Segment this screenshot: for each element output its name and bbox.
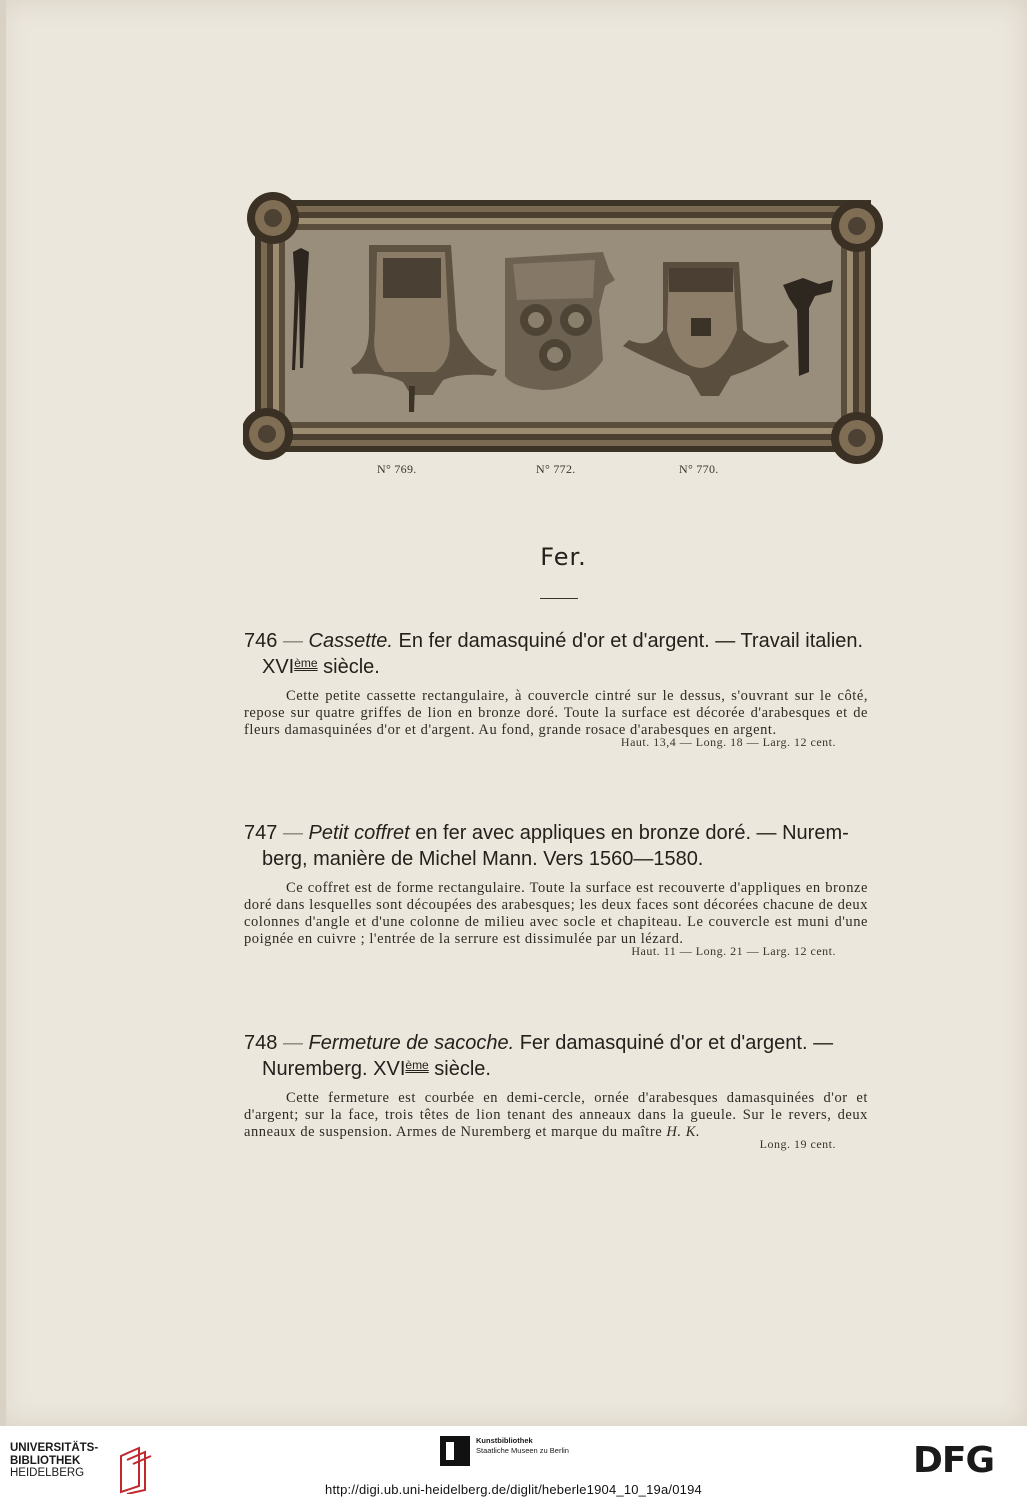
caption-772: N° 772. — [536, 462, 576, 476]
entry-number: 746 — [244, 630, 278, 652]
page-edge — [0, 0, 6, 1426]
entry-description: Ce coffret est de forme rectangulaire. Toute la surface est recouverte d'appliques en bronze doré dans lesquelles sont découpées des arabesques; les deux faces sont décorées chacune de deux colonnes d'angle et d'une colonne de milieu avec socle et chapiteau. Le couvercle est muni d'une poignée en cuivre ; l'entrée de la serrure est dissimulée par un lézard. — [244, 880, 868, 947]
entry-heading — [244, 1030, 868, 1082]
entry-dimensions: Haut. 11 — Long. 21 — Larg. 12 cent. — [631, 944, 836, 958]
ironwork-photo-plate — [243, 190, 883, 465]
entry-heading-rest: En fer damasquiné d'or et d'argent. — Travail italien. — [392, 630, 864, 652]
entry-dimensions: Long. 19 cent. — [759, 1137, 836, 1151]
kb-emblem-icon — [440, 1436, 470, 1466]
superscript: ème — [405, 1058, 429, 1072]
entry-heading-rest: en fer avec appliques en bronze doré. — Nurem- — [409, 822, 849, 844]
catalog-entry-748 — [244, 1030, 868, 1152]
catalog-entry-747 — [244, 820, 868, 959]
kunstbibliothek-logo[interactable] — [440, 1434, 640, 1474]
caption-770: N° 770. — [679, 462, 719, 476]
section-title: Fer. — [540, 543, 587, 571]
entry-heading-line2: berg, manière de Michel Mann. Vers 1560—1580. — [262, 848, 704, 870]
permalink-url[interactable]: http://digi.ub.uni-heidelberg.de/diglit/heberle1904_10_19a/0194 — [325, 1482, 702, 1497]
entry-number: 748 — [244, 1032, 278, 1054]
entry-heading-line2: XVIème siècle. — [262, 656, 380, 678]
entry-heading — [244, 628, 868, 680]
corner-boss-top-left — [247, 192, 299, 244]
catalog-entry-746 — [244, 628, 868, 750]
entry-dimensions: Haut. 13,4 — Long. 18 — Larg. 12 cent. — [620, 735, 836, 749]
kb-logo-text: Kunstbibliothek Staatliche Museen zu Berlin — [476, 1436, 569, 1455]
entry-heading-line2: Nuremberg. XVIème siècle. — [262, 1058, 491, 1080]
entry-number: 747 — [244, 822, 278, 844]
entry-dash: — — [282, 822, 303, 844]
maker-mark: H. K. — [666, 1124, 701, 1140]
plate-captions — [0, 462, 1027, 482]
entry-heading-rest: Fer damasquiné d'or et d'argent. — — [514, 1032, 834, 1054]
ub-logo-text: UNIVERSITÄTS- BIBLIOTHEK HEIDELBERG — [10, 1442, 99, 1479]
ub-heidelberg-logo[interactable] — [10, 1442, 98, 1480]
entry-dash: — — [282, 630, 303, 652]
entry-name: Cassette. — [308, 630, 393, 652]
superscript: ème — [294, 656, 318, 670]
entry-description: Cette fermeture est courbée en demi-cercle, ornée d'arabesques damasquinées d'or et d'argent; sur la face, trois têtes de lion tenant des anneaux dans la gueule. Sur le revers, deux anneaux de suspension. Armes de Nuremberg et marque du maître H. K. — [244, 1090, 868, 1140]
entry-name: Fermeture de sacoche. — [308, 1032, 515, 1054]
entry-name: Petit coffret — [308, 822, 410, 844]
entry-heading — [244, 820, 868, 872]
title-rule — [540, 598, 578, 599]
entry-description: Cette petite cassette rectangulaire, à couvercle cintré sur le dessus, s'ouvrant sur le côté, repose sur quatre griffes de lion en bronze doré. Toute la surface est décorée d'arabesques et de fleurs damasquinées d'or et d'argent. Au fond, grande rosace d'arabesques en argent. — [244, 688, 868, 738]
footer — [0, 1426, 1027, 1499]
dfg-logo[interactable]: DFG — [913, 1440, 995, 1481]
entry-dash: — — [282, 1032, 303, 1054]
caption-769: N° 769. — [377, 462, 417, 476]
